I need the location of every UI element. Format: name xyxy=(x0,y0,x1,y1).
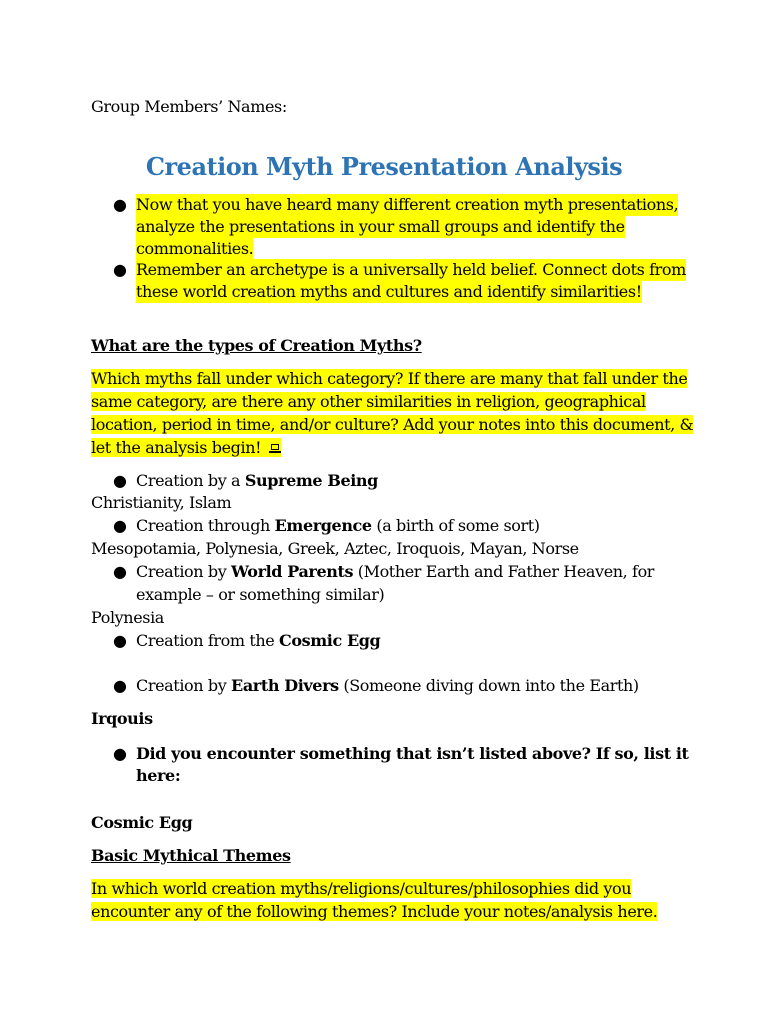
bullet-marker: ● xyxy=(113,676,127,695)
intro-bullet-2-line-2: these world creation myths and cultures and identify similarities! xyxy=(136,282,642,301)
types-prompt-line-1 xyxy=(91,368,687,390)
category-prefix: Creation by xyxy=(136,562,232,581)
other-question-line-1: Did you encounter something that isn’t listed above? If so, list it xyxy=(136,744,689,763)
category-text xyxy=(136,675,639,697)
category-text xyxy=(136,561,654,583)
category-emergence-notes: Mesopotamia, Polynesia, Greek, Aztec, Iroquois, Mayan, Norse xyxy=(91,539,579,558)
intro-bullet-2-line-1: Remember an archetype is a universally held belief. Connect dots from xyxy=(136,260,686,279)
types-prompt-line-3 xyxy=(91,414,693,436)
themes-prompt-text-2: encounter any of the following themes? Include your notes/analysis here. xyxy=(91,902,658,921)
bullet-marker: ● xyxy=(113,744,127,763)
page-title: Creation Myth Presentation Analysis xyxy=(145,152,623,181)
bullet-marker: ● xyxy=(113,631,127,650)
bullet-marker: ● xyxy=(113,195,127,214)
themes-heading: Basic Mythical Themes xyxy=(91,846,291,865)
themes-prompt-text-1: In which world creation myths/religions/cultures/philosophies did you xyxy=(91,879,632,898)
category-prefix: Creation from the xyxy=(136,631,280,650)
types-prompt-text-2: same category, are there any other similarities in religion, geographical xyxy=(91,392,646,411)
category-term: Emergence xyxy=(274,516,372,535)
category-term: Cosmic Egg xyxy=(279,631,381,650)
types-prompt-text-4 xyxy=(91,438,281,457)
category-text xyxy=(136,515,540,537)
category-prefix: Creation by a xyxy=(136,471,245,490)
themes-prompt-line-1 xyxy=(91,878,631,900)
bullet-marker: ● xyxy=(113,516,127,535)
bullet-marker: ● xyxy=(113,562,127,581)
category-text xyxy=(136,470,378,492)
types-prompt-line-4 xyxy=(91,437,281,459)
group-members-label: Group Members’ Names: xyxy=(91,97,287,116)
intro-bullet-1-line-2: analyze the presentations in your small groups and identify the xyxy=(136,217,625,236)
bullet-marker: ● xyxy=(113,260,127,279)
intro-bullet-1-line-1: Now that you have heard many different creation myth presentations, xyxy=(136,195,679,214)
category-suffix-line-2: example – or something similar) xyxy=(136,585,385,604)
category-suffix: (Someone diving down into the Earth) xyxy=(338,676,639,695)
category-term: World Parents xyxy=(231,562,354,581)
category-prefix: Creation by xyxy=(136,676,232,695)
laptop-icon xyxy=(269,444,281,454)
category-world-parents-notes: Polynesia xyxy=(91,608,164,627)
category-suffix: (a birth of some sort) xyxy=(371,516,540,535)
category-term: Earth Divers xyxy=(231,676,339,695)
types-prompt-line-2 xyxy=(91,391,646,413)
intro-bullet-1-line-3: commonalities. xyxy=(136,239,254,258)
category-text xyxy=(136,630,380,652)
other-question-line-2: here: xyxy=(136,766,181,785)
category-earth-divers-notes: Irqouis xyxy=(91,709,153,728)
themes-prompt-line-2 xyxy=(91,901,657,923)
category-supreme-being-notes: Christianity, Islam xyxy=(91,493,232,512)
types-prompt-text-4-words: let the analysis begin! xyxy=(91,438,262,457)
bullet-marker: ● xyxy=(113,471,127,490)
types-heading: What are the types of Creation Myths? xyxy=(91,336,422,355)
other-answer: Cosmic Egg xyxy=(91,813,193,832)
category-suffix: (Mother Earth and Father Heaven, for xyxy=(353,562,655,581)
types-prompt-text-1: Which myths fall under which category? If there are many that fall under the xyxy=(91,369,688,388)
category-term: Supreme Being xyxy=(244,471,378,490)
types-prompt-text-3: location, period in time, and/or culture? Add your notes into this document, & xyxy=(91,415,694,434)
category-prefix: Creation through xyxy=(136,516,275,535)
